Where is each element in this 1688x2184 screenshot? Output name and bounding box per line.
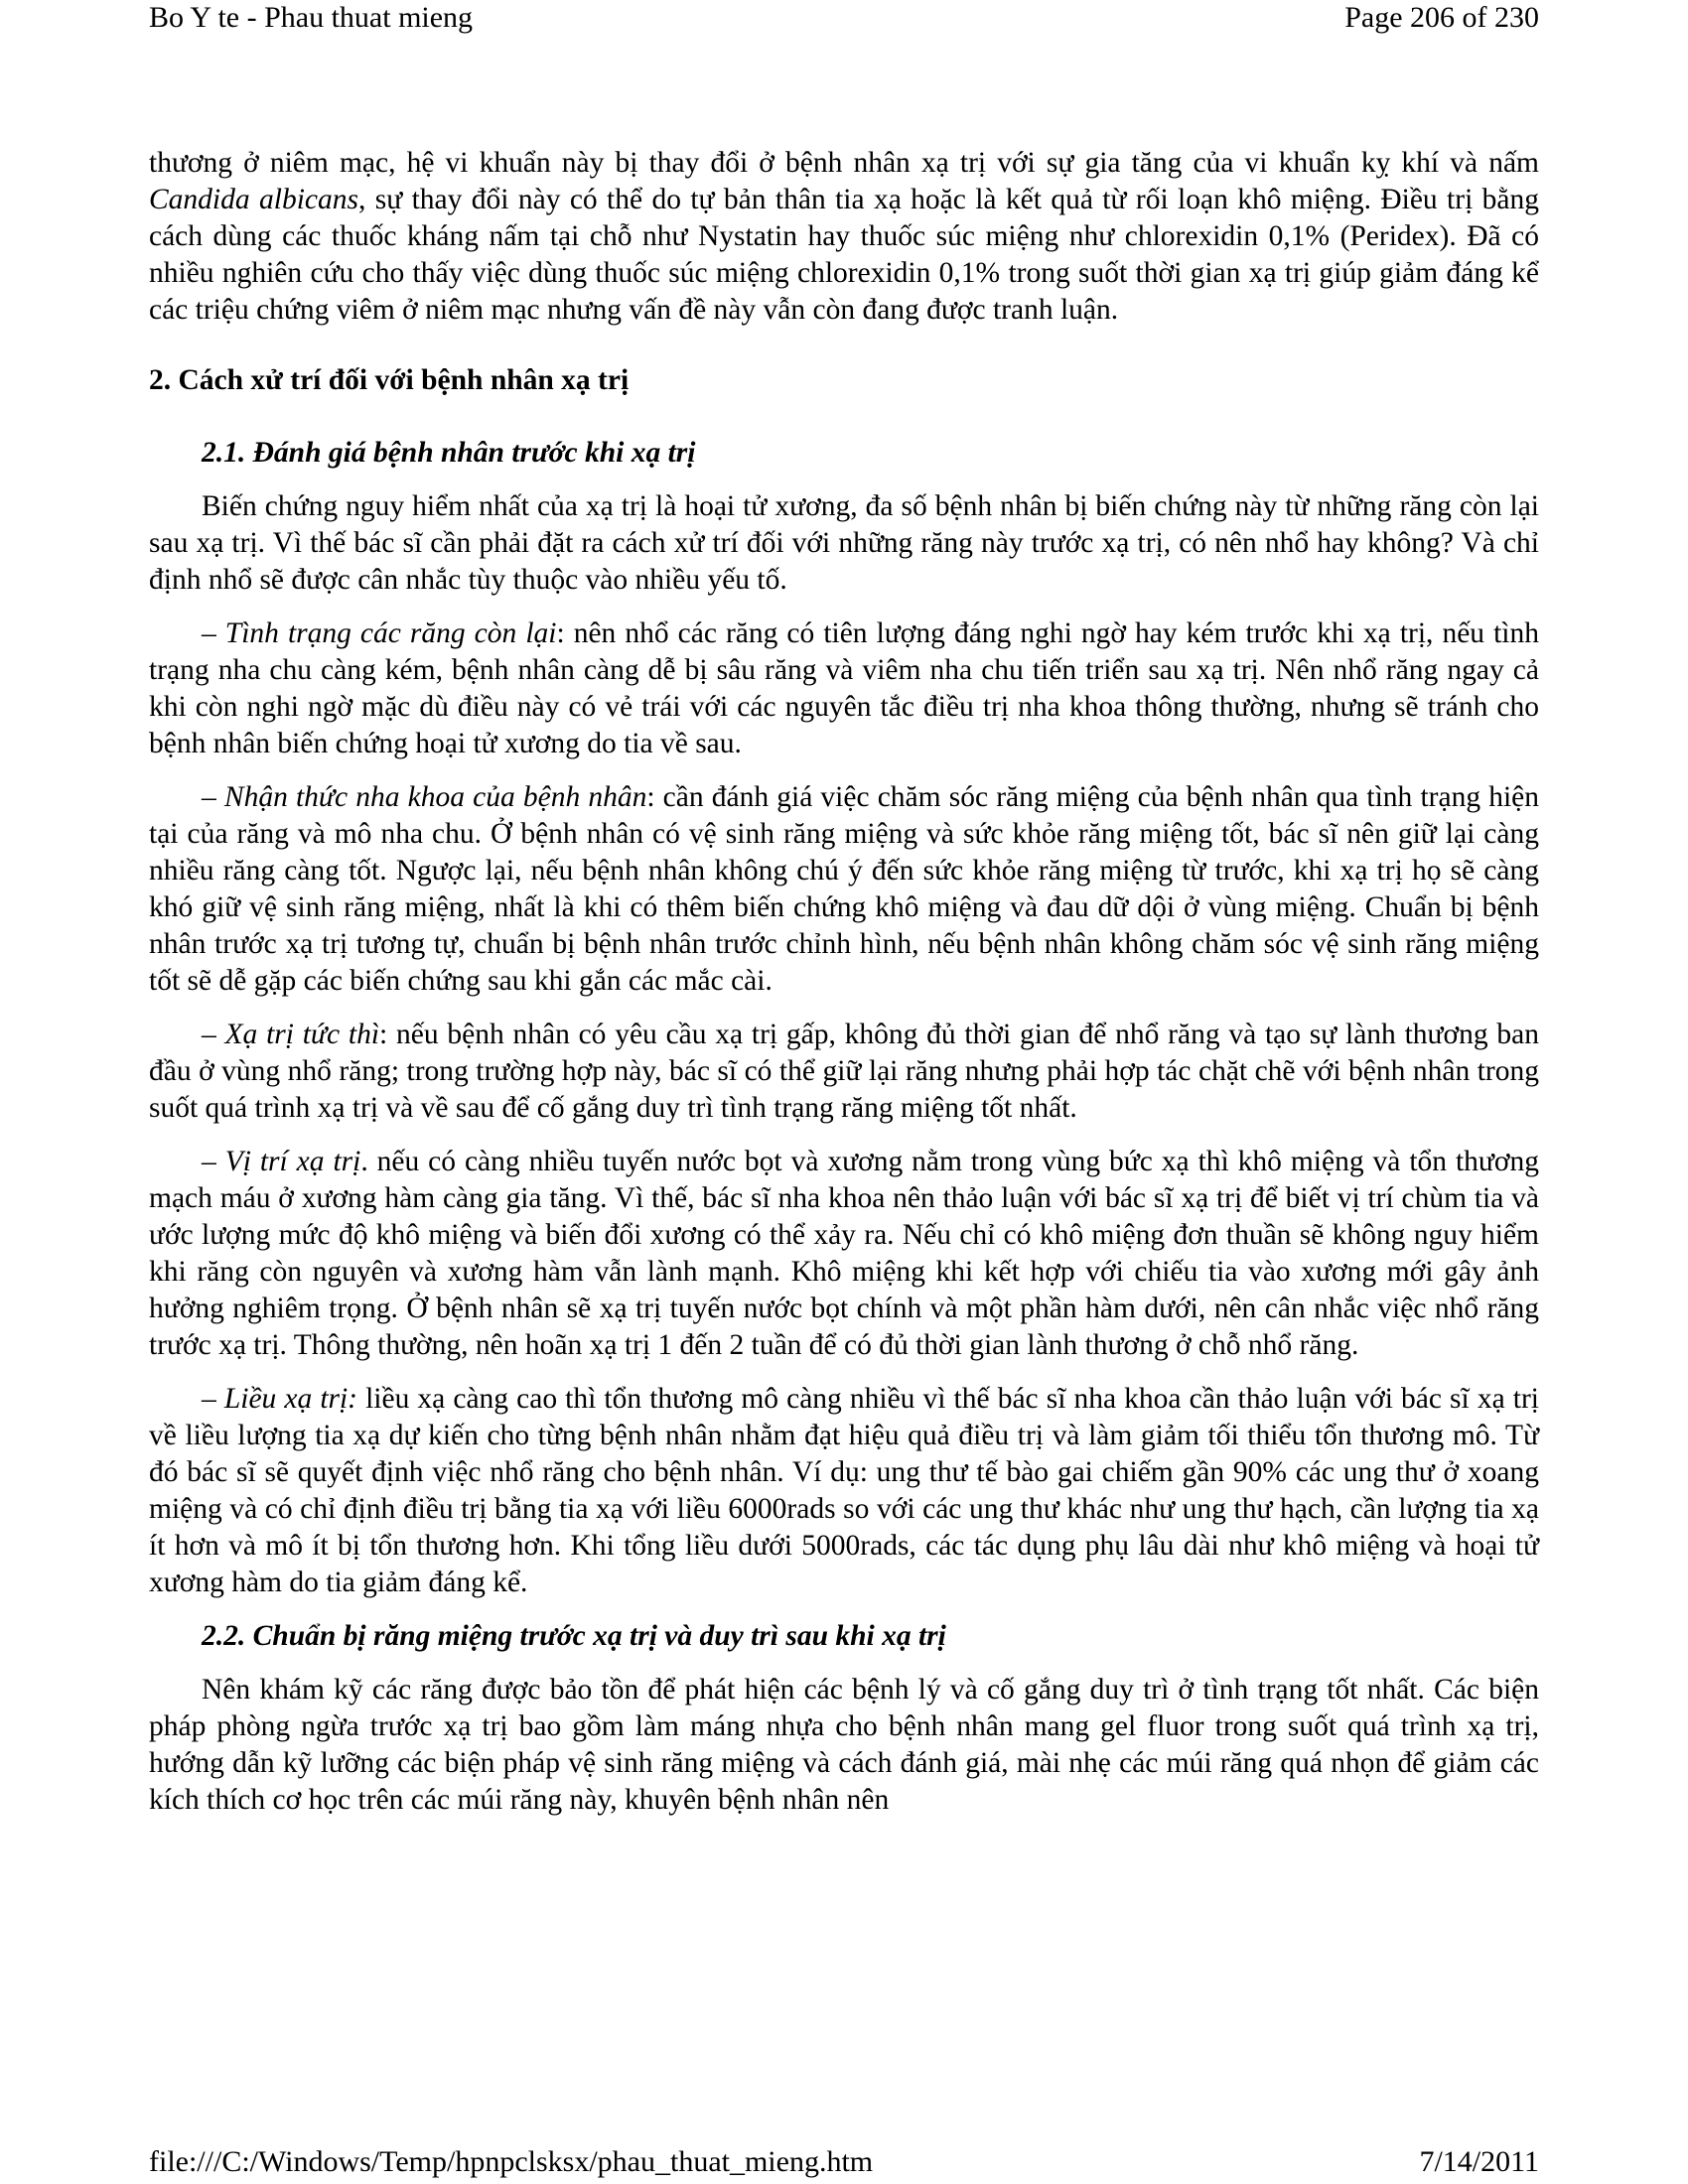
paragraph-complication: Biến chứng nguy hiểm nhất của xạ trị là hoại tử xương, đa số bệnh nhân bị biến chứng này từ những răng còn lại sau xạ trị. Vì thế bác sĩ cần phải đặt ra cách xử trí đối với những răng này trước xạ trị, có nên nhổ hay không? Và chỉ định nhổ sẽ được cân nhắc tùy thuộc vào nhiều yếu tố. [149, 490, 1539, 596]
text-immediate-radiotherapy: : nếu bệnh nhân có yêu cầu xạ trị gấp, không đủ thời gian để nhổ răng và tạo sự lành thương ban đầu ở vùng nhổ răng; trong trường hợp này, bác sĩ có thể giữ lại răng nhưng phải hợp tác chặt chẽ với bệnh nhân trong suốt quá trình xạ trị và về sau để cố gắng duy trì tình trạng răng miệng tốt nhất. [149, 1019, 1539, 1124]
paragraph-preparation: Nên khám kỹ các răng được bảo tồn để phát hiện các bệnh lý và cố gắng duy trì ở tình trạng tốt nhất. Các biện pháp phòng ngừa trước xạ trị bao gồm làm máng nhựa cho bệnh nhân mang gel fluor trong suốt quá trình xạ trị, hướng dẫn kỹ lưỡng các biện pháp vệ sinh răng miệng và cách đánh giá, mài nhẹ các múi răng quá nhọn để giảm các kích thích cơ học trên các múi răng này, khuyên bệnh nhân nên [149, 1674, 1539, 1816]
header-page-number: Page 206 of 230 [1344, 1, 1539, 34]
text-radiation-dose: liều xạ càng cao thì tổn thương mô càng nhiều vì thế bác sĩ nha khoa cần thảo luận với bác sĩ xạ trị về liều lượng tia xạ dự kiến cho từng bệnh nhân nhằm đạt hiệu quả điều trị và làm giảm tối thiểu tổn thương mô. Từ đó bác sĩ sẽ quyết định việc nhổ răng cho bệnh nhân. Ví dụ: ung thư tế bào gai chiếm gần 90% các ung thư ở xoang miệng và có chỉ định điều trị bằng tia xạ với liều 6000rads so với các ung thư khác như ung thư hạch, cần lượng tia xạ ít hơn và mô ít bị tổn thương hơn. Khi tổng liều dưới 5000rads, các tác dụng phụ lâu dài như khô miệng và hoại tử xương hàm do tia giảm đáng kể. [149, 1383, 1539, 1598]
paragraph-radiation-dose [149, 1381, 1539, 1601]
footer-file-path: file:///C:/Windows/Temp/hpnpclsksx/phau_thuat_mieng.htm [149, 2145, 874, 2178]
term-immediate-radiotherapy: – Xạ trị tức thì [202, 1019, 380, 1050]
term-dental-awareness: – Nhận thức nha khoa của bệnh nhân [202, 781, 647, 813]
paragraph-immediate-radiotherapy [149, 1017, 1539, 1127]
term-radiation-dose: – Liều xạ trị: [202, 1383, 358, 1415]
text-remaining-teeth: : nên nhổ các răng có tiên lượng đáng nghi ngờ hay kém trước khi xạ trị, nếu tình trạng nha chu càng kém, bệnh nhân càng dễ bị sâu răng và viêm nha chu tiến triển sau xạ trị. Nên nhổ răng ngay cả khi còn nghi ngờ mặc dù điều này có vẻ trái với các nguyên tắc điều trị nha khoa thông thường, nhưng sẽ tránh cho bệnh nhân biến chứng hoại tử xương do tia về sau. [149, 617, 1539, 759]
text-dental-awareness: : cần đánh giá việc chăm sóc răng miệng của bệnh nhân qua tình trạng hiện tại của răng và mô nha chu. Ở bệnh nhân có vệ sinh răng miệng và sức khỏe răng miệng tốt, bác sĩ nên giữ lại càng nhiều răng càng tốt. Ngược lại, nếu bệnh nhân không chú ý đến sức khỏe răng miệng từ trước, khi xạ trị họ sẽ càng khó giữ vệ sinh răng miệng, nhất là khi có thêm biến chứng khô miệng và đau dữ dội ở vùng miệng. Chuẩn bị bệnh nhân trước xạ trị tương tự, chuẩn bị bệnh nhân trước chỉnh hình, nếu bệnh nhân không chăm sóc vệ sinh răng miệng tốt sẽ dễ gặp các biến chứng sau khi gắn các mắc cài. [149, 781, 1539, 997]
text-radiation-site: . nếu có càng nhiều tuyến nước bọt và xương nằm trong vùng bức xạ thì khô miệng và tổn thương mạch máu ở xương hàm càng gia tăng. Vì thế, bác sĩ nha khoa nên thảo luận với bác sĩ xạ trị để biết vị trí chùm tia và ước lượng mức độ khô miệng và biến đổi xương có thể xảy ra. Nếu chỉ có khô miệng đơn thuần sẽ không nguy hiểm khi răng còn nguyên và xương hàm vẫn lành mạnh. Khô miệng khi kết hợp với chiếu tia vào xương mới gây ảnh hưởng nghiêm trọng. Ở bệnh nhân sẽ xạ trị tuyến nước bọt chính và một phần hàm dưới, nên cân nhắc việc nhổ răng trước xạ trị. Thông thường, nên hoãn xạ trị 1 đến 2 tuần để có đủ thời gian lành thương ở chỗ nhổ răng. [149, 1146, 1539, 1361]
intro-species-name: Candida albicans [149, 184, 358, 215]
document-body [149, 145, 1539, 1836]
term-remaining-teeth: – Tình trạng các răng còn lại [202, 617, 557, 649]
section-2-1-heading: 2.1. Đánh giá bệnh nhân trước khi xạ trị [202, 437, 696, 469]
section-2-2-heading: 2.2. Chuẩn bị răng miệng trước xạ trị và duy trì sau khi xạ trị [202, 1620, 946, 1652]
page-header [149, 0, 1539, 36]
footer-date: 7/14/2011 [1419, 2145, 1539, 2178]
intro-text-end: , sự thay đổi này có thể do tự bản thân tia xạ hoặc là kết quả từ rối loạn khô miệng. Điều trị bằng cách dùng các thuốc kháng nấm tại chỗ như Nystatin hay thuốc súc miệng như chlorexidin 0,1% (Peridex). Đã có nhiều nghiên cứu cho thấy việc dùng thuốc súc miệng chlorexidin 0,1% trong suốt thời gian xạ trị giúp giảm đáng kể các triệu chứng viêm ở niêm mạc nhưng vấn đề này vẫn còn đang được tranh luận. [149, 184, 1539, 326]
header-document-title: Bo Y te - Phau thuat mieng [149, 1, 474, 34]
term-radiation-site: – Vị trí xạ trị [202, 1146, 361, 1177]
intro-paragraph [149, 145, 1539, 329]
paragraph-radiation-site [149, 1144, 1539, 1364]
section-2-heading: 2. Cách xử trí đối với bệnh nhân xạ trị [149, 364, 630, 396]
paragraph-dental-awareness [149, 779, 1539, 1000]
paragraph-remaining-teeth [149, 615, 1539, 762]
page-footer [149, 2144, 1539, 2180]
intro-text-start: thương ở niêm mạc, hệ vi khuẩn này bị thay đổi ở bệnh nhân xạ trị với sự gia tăng của vi khuẩn kỵ khí và nấm [149, 147, 1539, 179]
